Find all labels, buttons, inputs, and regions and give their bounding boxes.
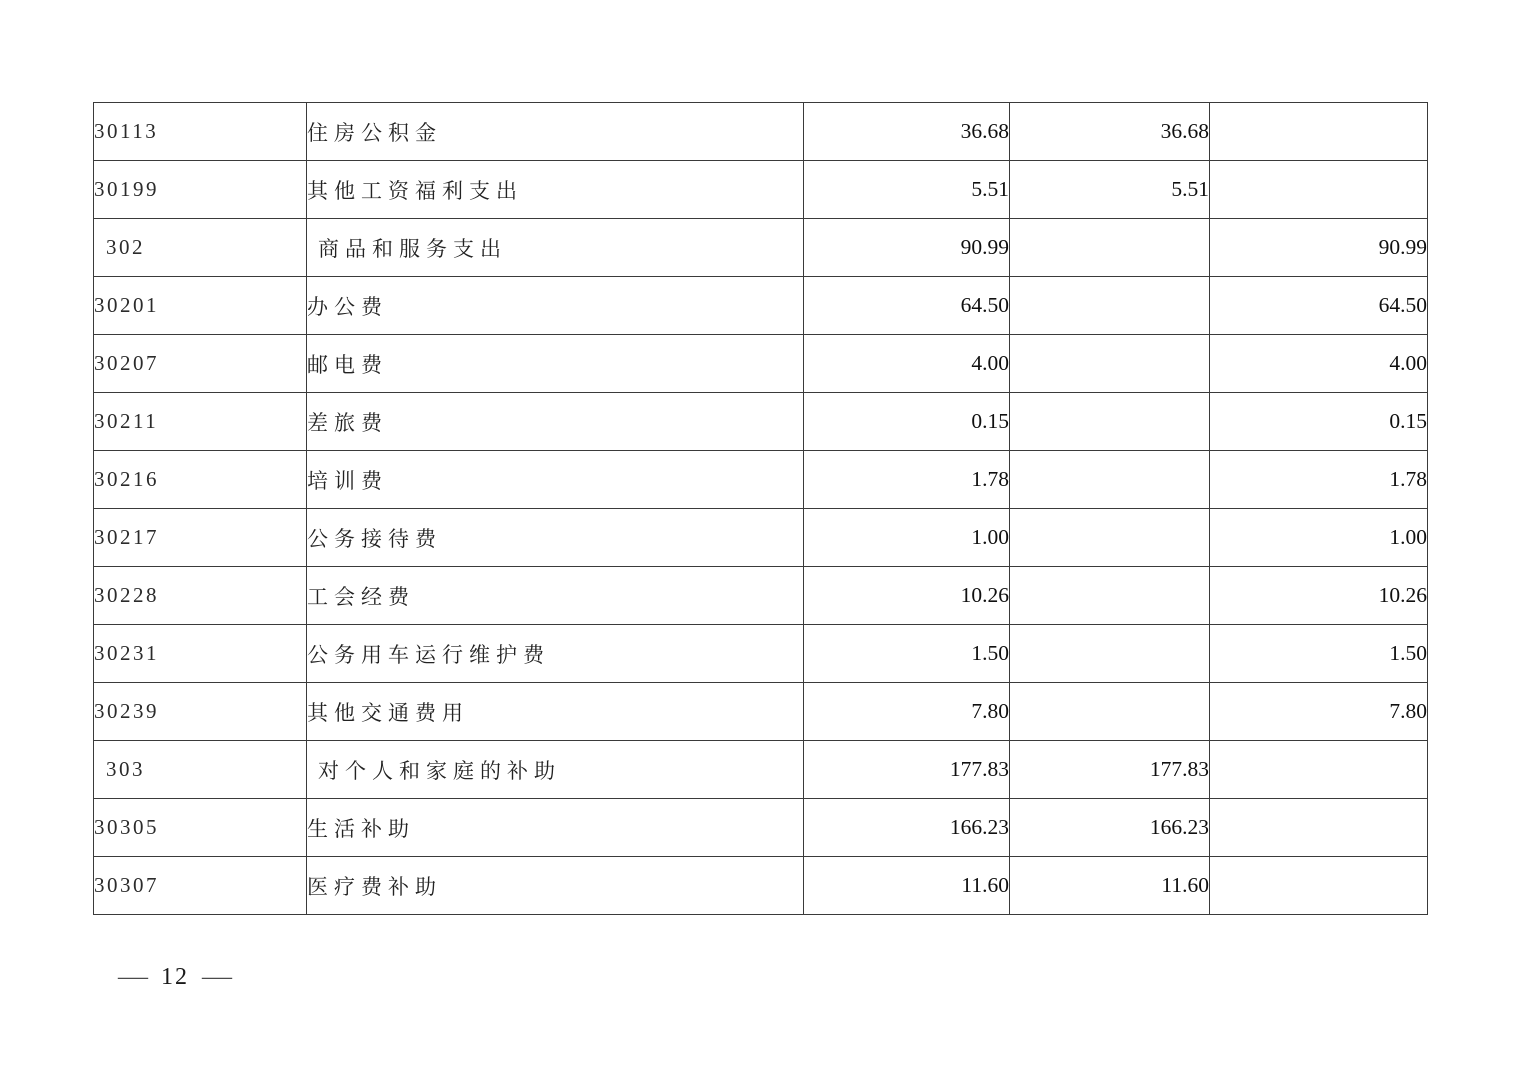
name-cell: 办公费 [307, 277, 804, 335]
value1-cell: 5.51 [804, 161, 1010, 219]
value1-cell: 1.50 [804, 625, 1010, 683]
table-row [94, 451, 1428, 509]
table-row [94, 857, 1428, 915]
name-cell: 工会经费 [307, 567, 804, 625]
table-row [94, 277, 1428, 335]
value3-cell: 90.99 [1210, 219, 1428, 277]
code-cell: 30113 [94, 103, 307, 161]
code-cell: 30211 [94, 393, 307, 451]
value3-cell: 1.50 [1210, 625, 1428, 683]
table-row [94, 335, 1428, 393]
footer-left-dash: — [118, 964, 148, 990]
value3-cell: 4.00 [1210, 335, 1428, 393]
code-cell: 30307 [94, 857, 307, 915]
value1-cell: 177.83 [804, 741, 1010, 799]
value2-cell [1010, 335, 1210, 393]
value1-cell: 10.26 [804, 567, 1010, 625]
value3-cell: 0.15 [1210, 393, 1428, 451]
value3-cell [1210, 799, 1428, 857]
value3-cell: 1.78 [1210, 451, 1428, 509]
footer-right-dash: — [202, 964, 232, 990]
value2-cell [1010, 219, 1210, 277]
code-cell: 30217 [94, 509, 307, 567]
table-row [94, 799, 1428, 857]
value2-cell: 11.60 [1010, 857, 1210, 915]
value2-cell [1010, 393, 1210, 451]
table-row [94, 567, 1428, 625]
value2-cell [1010, 683, 1210, 741]
code-cell: 30305 [94, 799, 307, 857]
value2-cell [1010, 451, 1210, 509]
value2-cell [1010, 509, 1210, 567]
budget-table [93, 102, 1428, 915]
table-row [94, 393, 1428, 451]
table-row [94, 625, 1428, 683]
name-cell: 生活补助 [307, 799, 804, 857]
name-cell: 公务接待费 [307, 509, 804, 567]
value3-cell [1210, 857, 1428, 915]
page-number-footer [118, 964, 232, 991]
name-cell: 商品和服务支出 [307, 219, 804, 277]
value3-cell [1210, 741, 1428, 799]
code-cell: 30231 [94, 625, 307, 683]
code-cell: 302 [94, 219, 307, 277]
code-cell: 30199 [94, 161, 307, 219]
name-cell: 其他工资福利支出 [307, 161, 804, 219]
code-cell: 30216 [94, 451, 307, 509]
value2-cell: 166.23 [1010, 799, 1210, 857]
value1-cell: 64.50 [804, 277, 1010, 335]
value3-cell: 1.00 [1210, 509, 1428, 567]
table-row [94, 219, 1428, 277]
footer-page-number: 12 [161, 964, 189, 990]
code-cell: 303 [94, 741, 307, 799]
code-cell: 30201 [94, 277, 307, 335]
code-cell: 30207 [94, 335, 307, 393]
value2-cell [1010, 277, 1210, 335]
value2-cell: 36.68 [1010, 103, 1210, 161]
name-cell: 其他交通费用 [307, 683, 804, 741]
table-row [94, 683, 1428, 741]
name-cell: 公务用车运行维护费 [307, 625, 804, 683]
value2-cell [1010, 625, 1210, 683]
name-cell: 培训费 [307, 451, 804, 509]
value3-cell [1210, 103, 1428, 161]
code-cell: 30239 [94, 683, 307, 741]
value3-cell [1210, 161, 1428, 219]
value1-cell: 1.78 [804, 451, 1010, 509]
name-cell: 对个人和家庭的补助 [307, 741, 804, 799]
value3-cell: 64.50 [1210, 277, 1428, 335]
value1-cell: 7.80 [804, 683, 1010, 741]
table-row [94, 103, 1428, 161]
value1-cell: 0.15 [804, 393, 1010, 451]
value1-cell: 90.99 [804, 219, 1010, 277]
code-cell: 30228 [94, 567, 307, 625]
table-row [94, 161, 1428, 219]
table-row [94, 509, 1428, 567]
value2-cell [1010, 567, 1210, 625]
value3-cell: 10.26 [1210, 567, 1428, 625]
value1-cell: 166.23 [804, 799, 1010, 857]
table-row [94, 741, 1428, 799]
value1-cell: 1.00 [804, 509, 1010, 567]
value1-cell: 36.68 [804, 103, 1010, 161]
name-cell: 医疗费补助 [307, 857, 804, 915]
value3-cell: 7.80 [1210, 683, 1428, 741]
value1-cell: 4.00 [804, 335, 1010, 393]
table-body [94, 103, 1428, 915]
value1-cell: 11.60 [804, 857, 1010, 915]
value2-cell: 177.83 [1010, 741, 1210, 799]
value2-cell: 5.51 [1010, 161, 1210, 219]
name-cell: 邮电费 [307, 335, 804, 393]
name-cell: 住房公积金 [307, 103, 804, 161]
name-cell: 差旅费 [307, 393, 804, 451]
